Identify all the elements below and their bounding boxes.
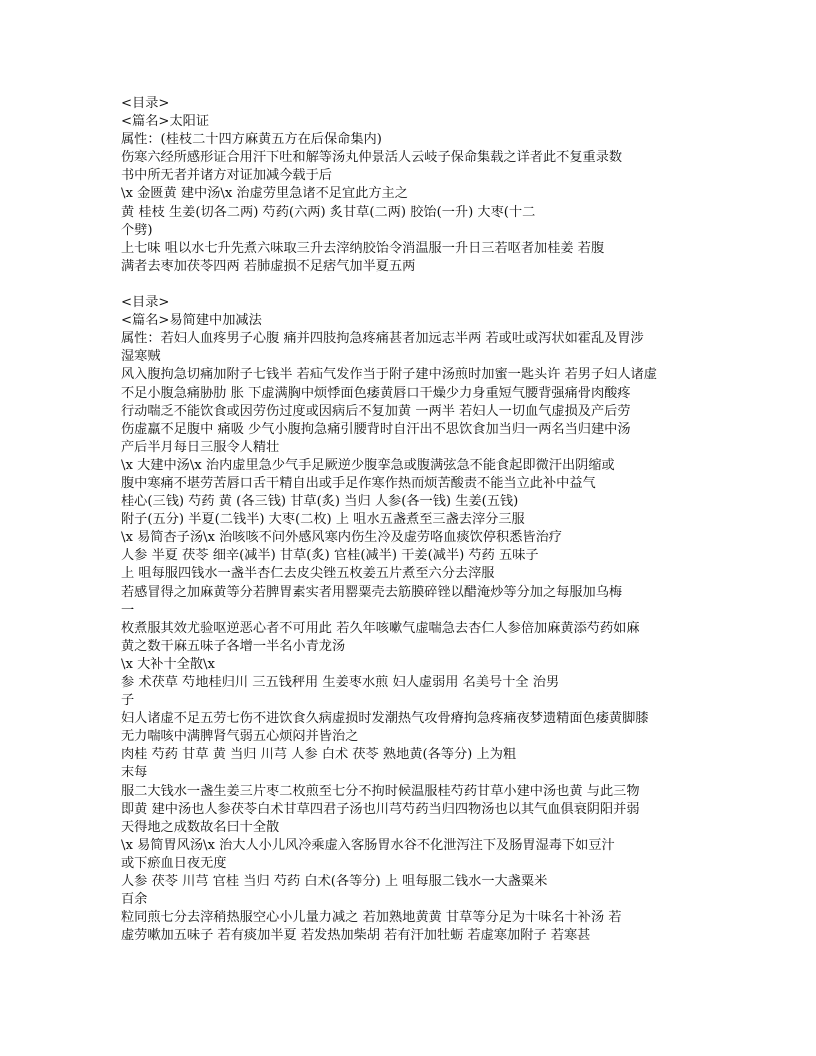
text-line: 黄之数干麻五味子各增一半名小青龙汤 [121,638,346,654]
text-line: 肉桂 芍药 甘草 黄 当归 川芎 人参 白术 茯苓 熟地黄(各等分) 上为粗 [121,747,517,763]
text-line: 末每 [121,765,148,781]
text-section [121,95,721,276]
text-line: \x 易简杏子汤\x 治咳咳不问外感风寒内伤生冷及虚劳咯血痰饮停积悉皆治疗 [121,530,562,546]
text-line: 或下瘀血日夜无度 [121,855,227,871]
text-line: 桂心(三钱) 芍药 黄 (各三钱) 甘草(炙) 当归 人参(各一钱) 生姜(五钱) [121,494,519,510]
text-line: 天得地之成数故名曰十全散 [121,819,280,835]
text-line: 个劈) [121,222,153,238]
text-line: 书中所无者并诸方对证加减今载于后 [121,168,332,184]
text-line: 上七味 咀以水七升先煮六味取三升去滓纳胶饴令消温服一升日三若呕者加桂姜 若腹 [121,240,605,256]
text-line: 虚劳嗽加五味子 若有痰加半夏 若发热加柴胡 若有汗加牡蛎 若虚寒加附子 若寒甚 [121,928,591,944]
text-line: 湿寒贼 [121,349,161,365]
text-line: 参 术茯草 芍地桂归川 三五钱秤用 生姜枣水煎 妇人虚弱用 名美号十全 治男 [121,675,560,690]
text-line: <篇名>太阳证 [121,114,210,130]
text-line: 伤寒六经所感形证合用汗下吐和解等汤丸仲景活人云岐子保命集载之详者此不复重录数 [121,150,623,166]
text-line: 人参 茯苓 川芎 官桂 当归 芍药 白术(各等分) 上 咀每服二钱水一大盏粟米 [121,874,548,890]
text-line: 一 [121,602,135,618]
text-line: 服二大钱水一盏生姜三片枣二枚煎至七分不拘时候温服桂芍药甘草小建中汤也黄 与此三物 [121,783,640,799]
text-line: 不足小腹急痛胁肋 胀 下虚满胸中烦悸面色痿黄唇口干燥少力身重短气腰背强痛骨肉酸疼 [121,385,631,401]
text-line: \x 大建中汤\x 治内虚里急少气手足厥逆少腹挛急或腹满弦急不能食起即微汗出阴缩或 [121,457,615,473]
text-line: 属性：若妇人血疼男子心腹 痛并四肢拘急疼痛甚者加远志半两 若或吐或泻状如霍乱及胃涉 [121,331,644,347]
text-line: \x 大补十全散\x [121,656,215,672]
text-line: 枚煮服其效尤验呕逆恶心者不可用此 若久年咳嗽气虚喘急去杏仁人参倍加麻黄添芍药如麻 [121,620,640,636]
text-line: 无力喘咳中满脾肾气弱五心烦闷并皆治之 [121,729,359,745]
text-line: 即黄 建中汤也人参茯苓白术甘草四君子汤也川芎芍药当归四物汤也以其气血俱衰阴阳并弱 [121,801,640,817]
text-line: 产后半月每日三服令人精壮 [121,439,280,455]
text-line: 上 咀每服四钱水一盏半杏仁去皮尖锉五枚姜五片煮至六分去滓服 [121,566,495,582]
text-line: 伤虚羸不足腹中 痛吸 少气小腹拘急痛引腰背时自汗出不思饮食加当归一两名当归建中汤 [121,421,631,437]
text-line: <目录> [121,295,170,311]
section-gap [121,276,721,294]
text-line: 风入腹拘急切痛加附子七钱半 若疝气发作当于附子建中汤煎时加蜜一匙头许 若男子妇人诸虚 [121,367,657,383]
text-line: 行动喘乏不能饮食或因劳伤过度或因病后不复加黄 一两半 若妇人一切血气虚损及产后劳 [121,403,631,419]
text-line: 百余 [121,892,148,908]
text-line: 黄 桂枝 生姜(切各二两) 芍药(六两) 炙甘草(二两) 胶饴(一升) 大枣(十二 [121,204,536,220]
text-line: <目录> [121,96,170,111]
text-section [121,294,721,945]
text-line: 人参 半夏 茯苓 细辛(减半) 甘草(炙) 官桂(减半) 干姜(减半) 芍药 五味子 [121,548,539,564]
document-body [121,95,721,945]
text-line: \x 易简胃风汤\x 治大人小儿风冷乘虚入客肠胃水谷不化泄泻注下及肠胃湿毒下如豆汁 [121,837,615,853]
text-line: 属性：(桂枝二十四方麻黄五方在后保命集内) [121,132,382,148]
text-line: 粒同煎七分去滓稍热服空心小儿量力减之 若加熟地黄黄 甘草等分足为十味名十补汤 若 [121,910,622,926]
text-line: 子 [121,693,135,709]
text-line: <篇名>易简建中加减法 [121,313,262,329]
text-line: 若感冒得之加麻黄等分若脾胃素实者用罂粟壳去筋膜碎锉以醋淹炒等分加之每服加乌梅 [121,584,623,600]
text-line: 腹中寒痛不堪劳苦唇口舌干精自出或手足作寒作热而烦苦酸责不能当立此补中益气 [121,475,596,491]
text-line: 满者去枣加茯苓四两 若肺虚损不足痞气加半夏五两 [121,258,416,274]
text-line: \x 金匮黄 建中汤\x 治虚劳里急诸不足宜此方主之 [121,186,408,202]
text-line: 附子(五分) 半夏(二钱半) 大枣(二枚) 上 咀水五盏煮至三盏去滓分三服 [121,512,525,528]
text-line: 妇人诸虚不足五劳七伤不进饮食久病虚损时发潮热气攻骨瘠拘急疼痛夜梦遗精面色痿黄脚膝 [121,711,649,727]
